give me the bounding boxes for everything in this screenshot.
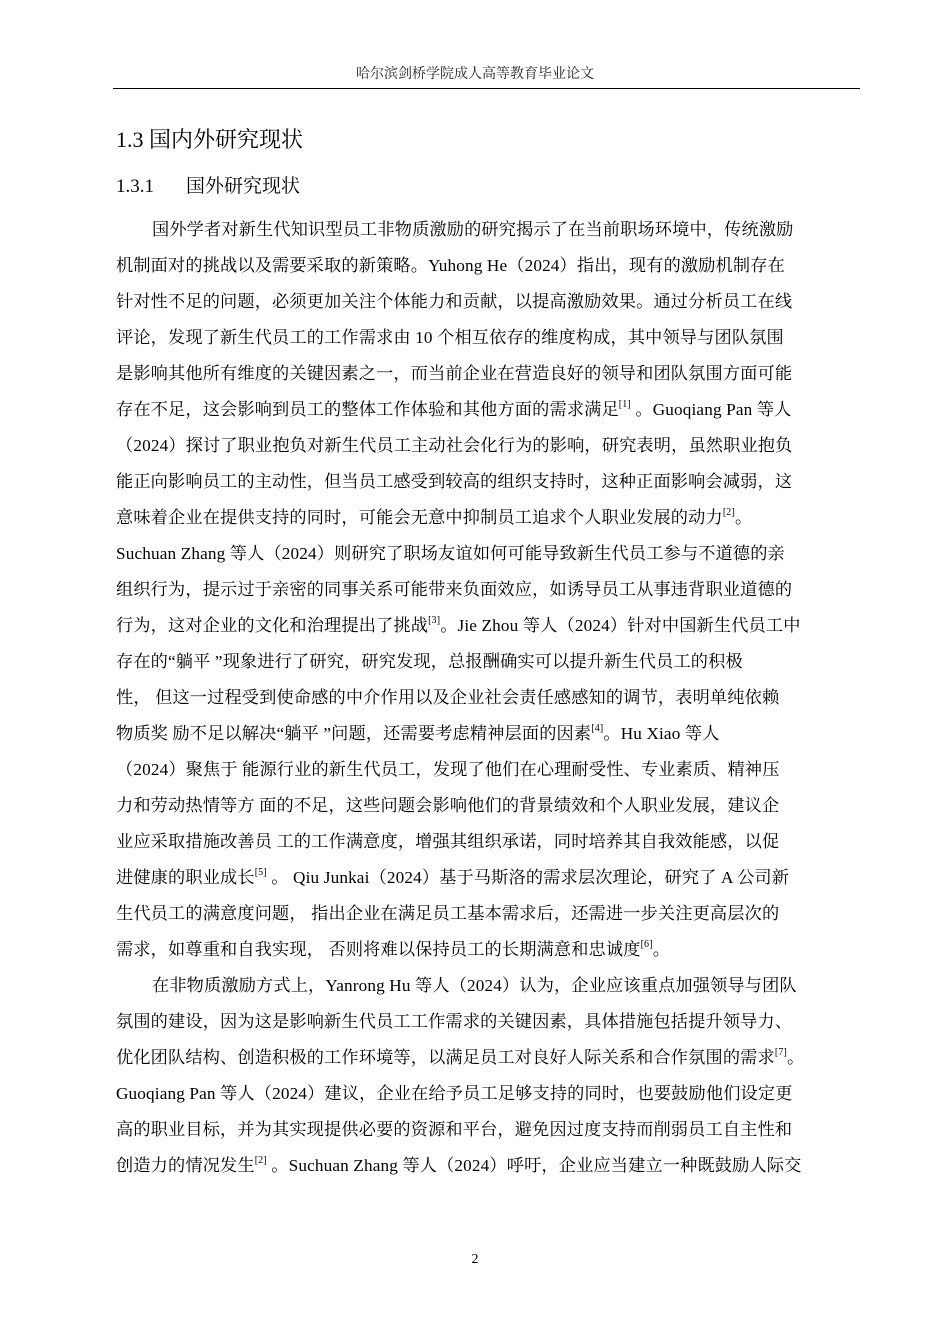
text-run: 组织行为，提示过于亲密的同事关系可能带来负面效应，如诱导员工从事违背职业道德的 — [116, 580, 793, 599]
text-run: 优化团队结构、创造积极的工作环境等，以满足员工对良好人际关系和合作氛围的需求 — [116, 1048, 775, 1067]
paragraph-line — [116, 716, 860, 752]
paragraph-line — [116, 932, 860, 968]
text-run: 。Suchuan Zhang 等人（2024）呼吁，企业应当建立一种既鼓励人际交 — [266, 1156, 802, 1175]
text-run: 。Guoqiang Pan 等人 — [630, 400, 792, 419]
text-run: 机制面对的挑战以及需要采取的新策略。Yuhong He（2024）指出，现有的激励机制存在 — [116, 256, 785, 275]
text-run: 进健康的职业成长 — [116, 868, 255, 887]
text-run: 力和劳动热情等方 面的不足，这些问题会影响他们的背景绩效和个人职业发展，建议企 — [116, 796, 780, 815]
text-run: 高的职业目标，并为其实现提供必要的资源和平台，避免因过度支持而削弱员工自主性和 — [116, 1120, 793, 1139]
paragraph-line — [116, 1040, 860, 1076]
paragraph-line — [116, 248, 860, 284]
paragraph-line — [116, 320, 860, 356]
paragraph-line — [116, 788, 860, 824]
text-run: 能正向影响员工的主动性，但当员工感受到较高的组织支持时，这种正面影响会减弱，这 — [116, 472, 793, 491]
paragraph-line — [116, 644, 860, 680]
text-run: 存在不足，这会影响到员工的整体工作体验和其他方面的需求满足 — [116, 400, 619, 419]
paragraph-line — [116, 572, 860, 608]
paragraph-line — [116, 392, 860, 428]
text-run: 国外学者对新生代知识型员工非物质激励的研究揭示了在当前职场环境中，传统激励 — [152, 220, 794, 239]
running-header: 哈尔滨剑桥学院成人高等教育毕业论文 — [356, 67, 594, 82]
paragraph-line — [116, 356, 860, 392]
paragraph-line — [116, 752, 860, 788]
text-run: 在非物质激励方式上，Yanrong Hu 等人（2024）认为，企业应该重点加强领导与团队 — [152, 976, 797, 995]
text-run: 生代员工的满意度问题， 指出企业在满足员工基本需求后，还需进一步关注更高层次的 — [116, 904, 780, 923]
text-run: 评论，发现了新生代员工的工作需求由 10 个相互依存的维度构成，其中领导与团队氛围 — [116, 328, 784, 347]
paragraph-line — [116, 680, 860, 716]
text-run: 需求，如尊重和自我实现， 否则将难以保持员工的长期满意和忠诚度 — [116, 940, 641, 959]
paragraph-line — [116, 824, 860, 860]
citation-ref: [2] — [254, 1155, 267, 1166]
text-run: 存在的“躺平 ”现象进行了研究，研究发现，总报酬确实可以提升新生代员工的积极 — [116, 652, 743, 671]
subsection-title — [116, 174, 300, 200]
paragraph-line — [116, 464, 860, 500]
citation-ref: [6] — [640, 939, 653, 950]
text-run: 氛围的建设，因为这是影响新生代员工工作需求的关键因素，具体措施包括提升领导力、 — [116, 1012, 793, 1031]
paragraph-line — [116, 1004, 860, 1040]
citation-ref: [4] — [591, 723, 604, 734]
paragraph-line — [116, 428, 860, 464]
citation-ref: [3] — [428, 615, 441, 626]
text-run: 。Hu Xiao 等人 — [603, 724, 720, 743]
section-title: 1.3 国内外研究现状 — [116, 127, 304, 152]
text-run: 。 — [652, 940, 671, 959]
body-text — [116, 212, 860, 1184]
text-run: 。 Qiu Junkai（2024）基于马斯洛的需求层次理论，研究了 A 公司新 — [266, 868, 790, 887]
citation-ref: [2] — [722, 507, 735, 518]
text-run: Guoqiang Pan 等人（2024）建议，企业在给予员工足够支持的同时，也要鼓励他们设定更 — [116, 1084, 793, 1103]
paragraph-line — [116, 536, 860, 572]
paragraph-line — [116, 284, 860, 320]
paragraph-line — [116, 896, 860, 932]
text-run: 创造力的情况发生 — [116, 1156, 255, 1175]
paragraph-line — [116, 212, 860, 248]
subsection-heading-text: 国外研究现状 — [186, 176, 301, 197]
page-number: 2 — [471, 1252, 479, 1267]
text-run: 物质奖 励不足以解决“躺平 ”问题，还需要考虑精神层面的因素 — [116, 724, 592, 743]
text-run: 意味着企业在提供支持的同时，可能会无意中抑制员工追求个人职业发展的动力 — [116, 508, 723, 527]
subsection-number: 1.3.1 — [116, 176, 154, 197]
paragraph-line — [116, 860, 860, 896]
citation-ref: [7] — [774, 1047, 787, 1058]
text-run: （2024）聚焦于 能源行业的新生代员工，发现了他们在心理耐受性、专业素质、精神压 — [116, 760, 780, 779]
text-run: Suchuan Zhang 等人（2024）则研究了职场友谊如何可能导致新生代员工参与不道德的亲 — [116, 544, 785, 563]
paragraph-line — [116, 1076, 860, 1112]
text-run: 。 — [734, 508, 753, 527]
text-run: 针对性不足的问题，必须更加关注个体能力和贡献，以提高激励效果。通过分析员工在线 — [116, 292, 793, 311]
paragraph-line — [116, 1148, 860, 1184]
text-run: 业应采取措施改善员 工的工作满意度，增强其组织承诺，同时培养其自我效能感，以促 — [116, 832, 780, 851]
text-run: 行为，这对企业的文化和治理提出了挑战 — [116, 616, 429, 635]
text-run: 性， 但这一过程受到使命感的中介作用以及企业社会责任感感知的调节，表明单纯依赖 — [116, 688, 780, 707]
paragraph-line — [116, 500, 860, 536]
paragraph-line — [116, 1112, 860, 1148]
paragraph-line — [116, 608, 860, 644]
header-divider — [113, 88, 860, 89]
citation-ref: [5] — [254, 867, 267, 878]
text-run: 是影响其他所有维度的关键因素之一，而当前企业在营造良好的领导和团队氛围方面可能 — [116, 364, 793, 383]
citation-ref: [1] — [618, 399, 631, 410]
text-run: （2024）探讨了职业抱负对新生代员工主动社会化行为的影响，研究表明，虽然职业抱负 — [116, 436, 793, 455]
text-run: 。 — [786, 1048, 805, 1067]
text-run: 。Jie Zhou 等人（2024）针对中国新生代员工中 — [440, 616, 801, 635]
paragraph-line — [116, 968, 860, 1004]
